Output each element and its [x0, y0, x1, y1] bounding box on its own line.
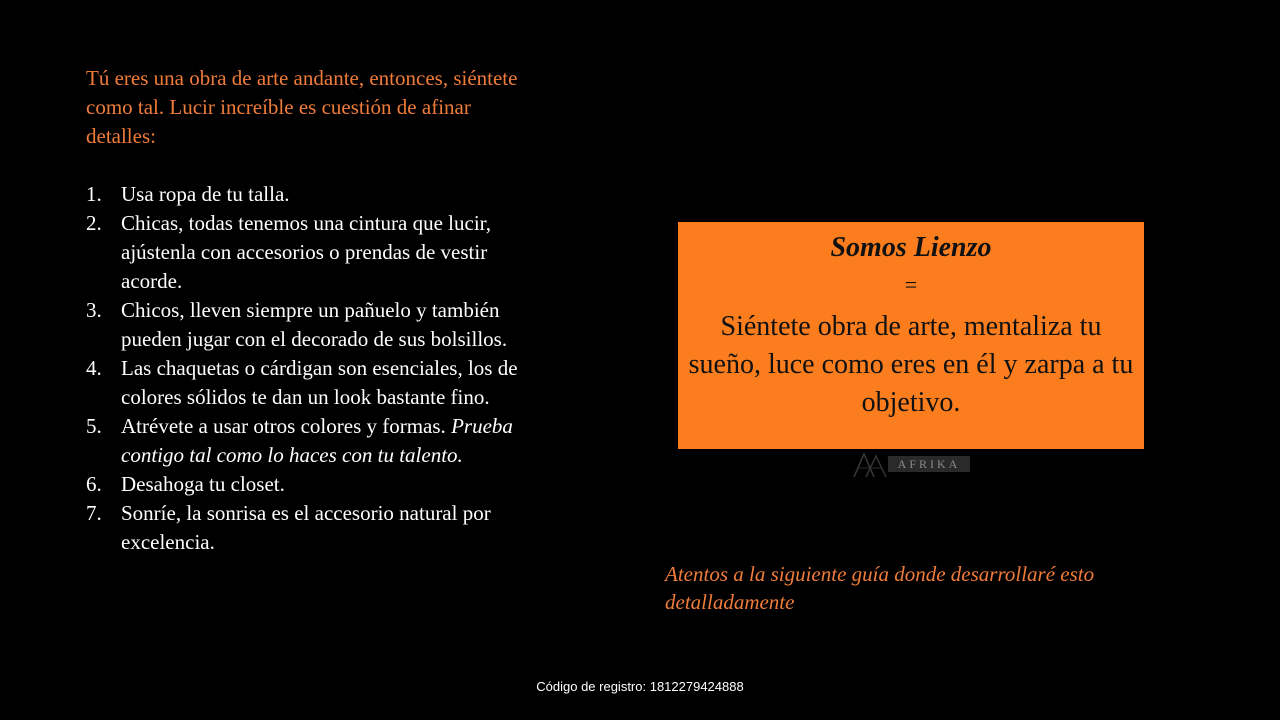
box-body-text: Siéntete obra de arte, mentaliza tu sueño, luce como eres en él y zarpa a tu objetivo.: [688, 311, 1134, 418]
list-item-text: Las chaquetas o cárdigan son esenciales, los de colores sólidos te dan un look bastante fino.: [121, 356, 518, 409]
list-number: 4.: [86, 356, 102, 380]
list-number: 2.: [86, 211, 102, 235]
tips-list: [86, 180, 526, 557]
list-number: 1.: [86, 182, 102, 206]
list-number: 7.: [86, 501, 102, 525]
registration-code: Código de registro: 1812279424888: [536, 679, 744, 694]
list-item-text: Usa ropa de tu talla.: [121, 182, 290, 206]
box-title: Somos Lienzo: [830, 232, 992, 263]
intro-paragraph: Tú eres una obra de arte andante, entonces, siéntete como tal. Lucir increíble es cuestión de afinar detalles:: [86, 66, 518, 148]
list-number: 3.: [86, 298, 102, 322]
list-item: [86, 296, 526, 354]
list-item-text: Chicas, todas tenemos una cintura que lucir, ajústenla con accesorios o prendas de vestir acorde.: [121, 211, 492, 293]
list-item: [86, 209, 526, 296]
list-number: 5.: [86, 414, 102, 438]
list-item: [86, 412, 526, 470]
list-item-text: Sonríe, la sonrisa es el accesorio natural por excelencia.: [121, 501, 491, 554]
list-item-text: Desahoga tu closet.: [121, 472, 285, 496]
list-item-text: Atrévete a usar otros colores y formas.: [121, 414, 446, 438]
list-item-text: Chicos, lleven siempre un pañuelo y también pueden jugar con el decorado de sus bolsillos.: [121, 298, 508, 351]
box-equals-sign: =: [904, 272, 918, 297]
list-item: [86, 499, 526, 557]
logo-text: AFRIKA: [888, 456, 970, 472]
list-number: 6.: [86, 472, 102, 496]
highlight-box: [678, 222, 1144, 449]
list-item-emphasis: Prueba contigo tal como lo haces con tu talento.: [121, 414, 513, 467]
list-item: [86, 354, 526, 412]
next-guide-note: Atentos a la siguiente guía donde desarrollaré esto detalladamente: [665, 562, 1095, 614]
afrika-logo: [852, 452, 972, 478]
list-item: [86, 180, 526, 209]
list-item: [86, 470, 526, 499]
